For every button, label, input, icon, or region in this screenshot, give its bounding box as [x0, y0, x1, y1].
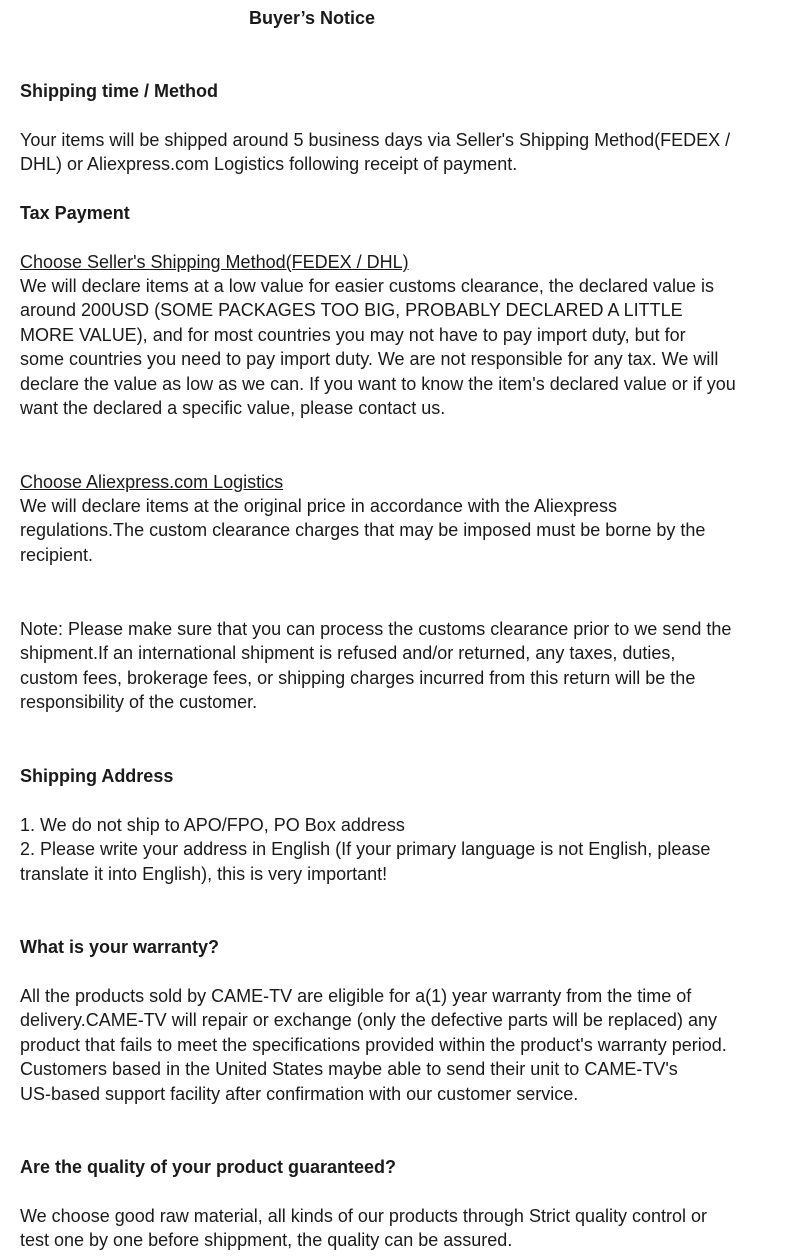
- subheading-seller-shipping-method: Choose Seller's Shipping Method(FEDEX / DHL): [20, 252, 409, 272]
- heading-shipping-address: Shipping Address: [20, 766, 174, 786]
- heading-warranty: What is your warranty?: [20, 937, 220, 957]
- heading-tax-payment: Tax Payment: [20, 203, 130, 223]
- shipping-time-text: Your items will be shipped around 5 business days via Seller's Shipping Method(FEDEX / DHL) or Aliexpress.com Logistics following receipt of payment.: [20, 130, 731, 175]
- heading-quality: Are the quality of your product guaranteed?: [20, 1157, 397, 1177]
- shipping-address-text: 1. We do not ship to APO/FPO, PO Box address 2. Please write your address in English (If your primary language is not English, please translate it into English), this is very important!: [20, 815, 711, 884]
- heading-shipping-time: Shipping time / Method: [20, 81, 218, 101]
- warranty-text: All the products sold by CAME-TV are eligible for a(1) year warranty from the time of delivery.CAME-TV will repair or exchange (only the defective parts will be replaced) any product that fails to meet the specifications provided within the product's warranty period. Customers based in the United States maybe able to send their unit to CAME-TV's US-based support facility after confirmation with our customer service.: [20, 986, 727, 1104]
- customs-note-text: Note: Please make sure that you can process the customs clearance prior to we send the shipment.If an international shipment is refused and/or returned, any taxes, duties, custom fees, brokerage fees, or shipping charges incurred from this return will be the responsibility of the customer.: [20, 619, 732, 713]
- aliexpress-logistics-text: We will declare items at the original price in accordance with the Aliexpress regulations.The custom clearance charges that may be imposed must be borne by the recipient.: [20, 496, 706, 565]
- page-title: Buyer’s Notice: [248, 8, 376, 28]
- seller-method-text: We will declare items at a low value for easier customs clearance, the declared value is around 200USD (SOME PACKAGES TOO BIG, PROBABLY DECLARED A LITTLE MORE VALUE), and for most countries you may not have to pay import duty, but for some countries you need to pay import duty. We are not responsible for any tax. We will declare the value as low as we can. If you want to know the item's declared value or if you want the declared a specific value, please contact us.: [20, 276, 736, 419]
- subheading-aliexpress-logistics: Choose Aliexpress.com Logistics: [20, 472, 284, 492]
- quality-text: We choose good raw material, all kinds of our products through Strict quality control or test one by one before shippment, the quality can be assured.: [20, 1206, 708, 1251]
